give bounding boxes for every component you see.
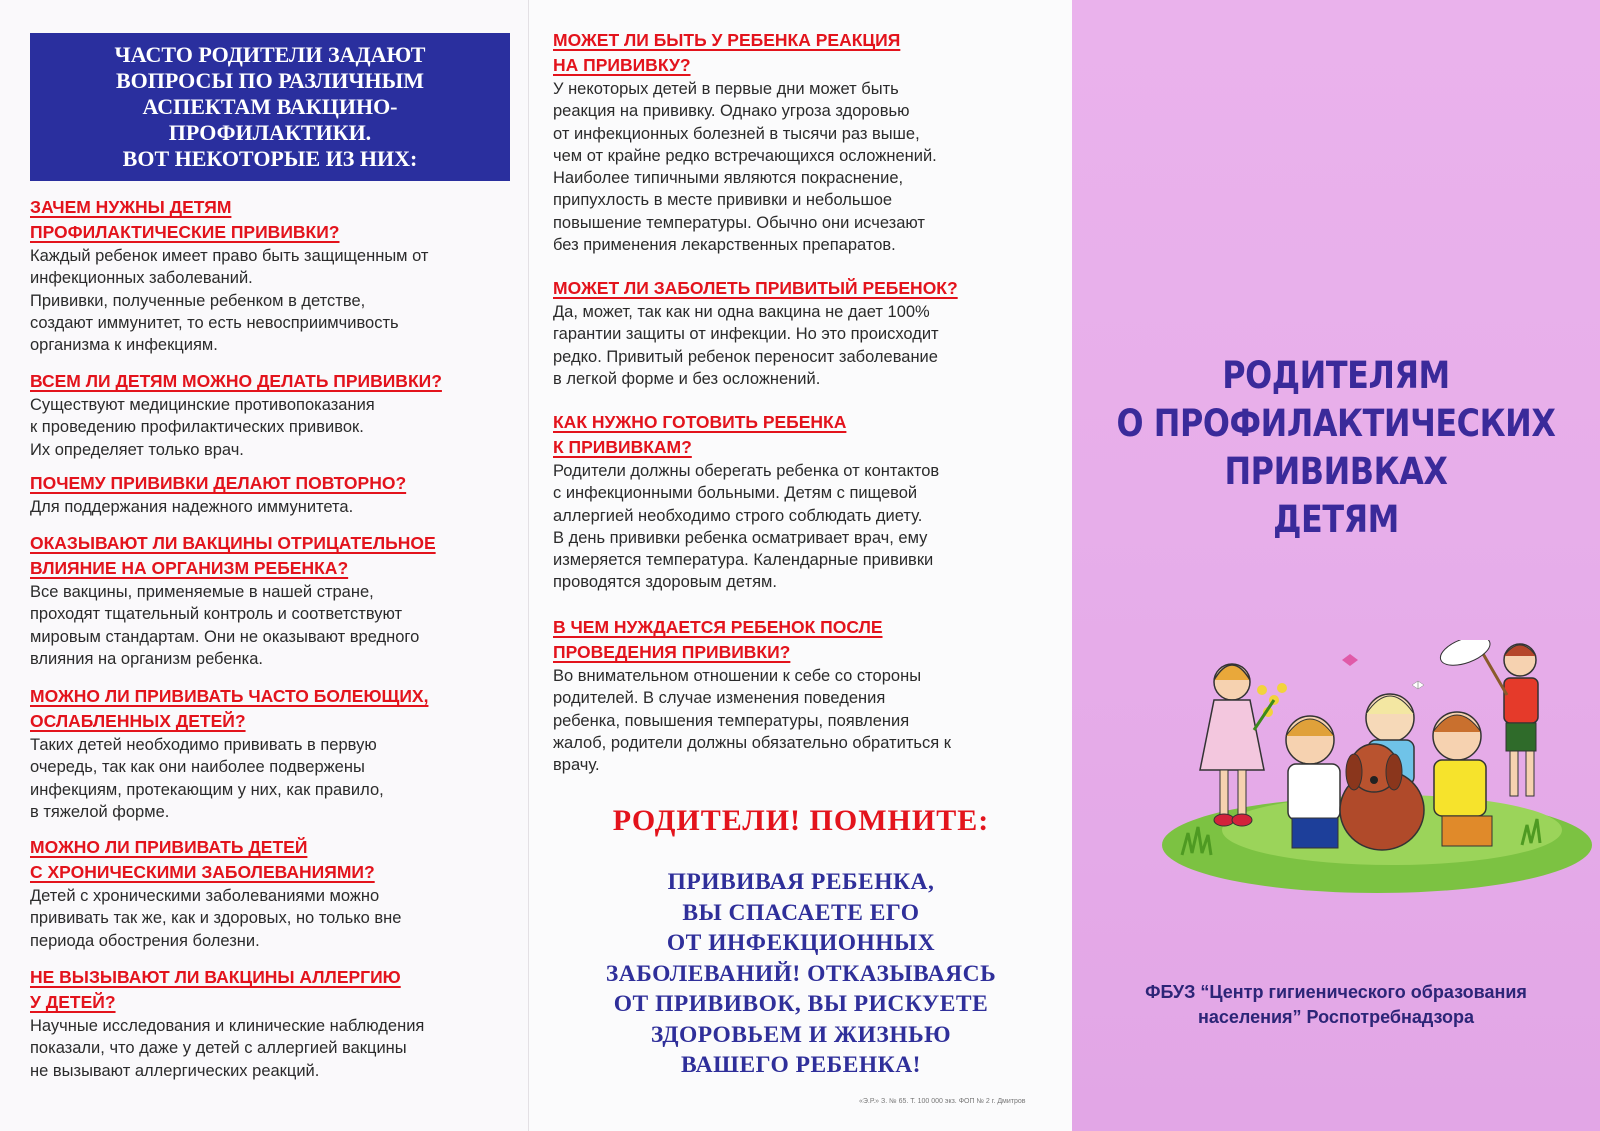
answer: Каждый ребенок имеет право быть защищенным от инфекционных заболеваний. Прививки, полученные ребенком в детстве, создают иммунитет, то есть невосприимчивость организма к инфекциям. — [30, 247, 429, 355]
answer: Детей с хроническими заболеваниями можно прививать так же, как и здоровых, но только вне периода обострения болезни. — [30, 887, 402, 950]
qa-item — [553, 615, 1033, 776]
qa-item — [30, 835, 520, 952]
print-imprint: «Э.Р.» З. № 65. Т. 100 000 экз. ФОП № 2 г. Дмитров — [859, 1098, 1026, 1105]
remember-title: РОДИТЕЛИ! ПОМНИТЕ: — [612, 804, 990, 837]
qa-item — [30, 684, 520, 823]
qa-item — [30, 369, 520, 461]
answer: Во внимательном отношении к себе со стороны родителей. В случае изменения поведения ребенка, повышения температуры, появления жалоб, родители должны обязательно обратиться к врачу. — [553, 667, 951, 775]
answer: Родители должны оберегать ребенка от контактов с инфекционными больными. Детям с пищевой аллергией необходимо строго соблюдать диету. В день прививки ребенка осматривает врач, ему измеряется температура. Календарные прививки проводятся здоровым детям. — [553, 462, 940, 592]
answer: Все вакцины, применяемые в нашей стране, проходят тщательный контроль и соответствуют мировым стандартам. Они не оказывают вредного влияния на организм ребенка. — [30, 583, 420, 668]
answer: Существуют медицинские противопоказания к проведению профилактических прививок. Их определяет только врач. — [30, 396, 375, 459]
qa-item — [553, 410, 1033, 594]
cover-panel — [1072, 0, 1600, 1131]
answer: Таких детей необходимо прививать в первую очередь, так как они наиболее подвержены инфекциям, протекающим у них, как правило, в тяжелой форме. — [30, 736, 384, 821]
qa-item — [30, 531, 520, 670]
answer: Научные исследования и клинические наблюдения показали, что даже у детей с аллергией вакцины не вызывают аллергических реакций. — [30, 1017, 425, 1080]
question: НЕ ВЫЗЫВАЮТ ЛИ ВАКЦИНЫ АЛЛЕРГИЮ У ДЕТЕЙ? — [30, 967, 401, 1012]
children-with-dog-illustration-icon — [1142, 640, 1600, 900]
intro-box: ЧАСТО РОДИТЕЛИ ЗАДАЮТ ВОПРОСЫ ПО РАЗЛИЧНЫМ АСПЕКТАМ ВАКЦИНО- ПРОФИЛАКТИКИ. ВОТ НЕКОТОРЫЕ ИЗ НИХ: — [30, 33, 510, 181]
qa-item — [30, 471, 520, 518]
question: ОКАЗЫВАЮТ ЛИ ВАКЦИНЫ ОТРИЦАТЕЛЬНОЕ ВЛИЯНИЕ НА ОРГАНИЗМ РЕБЕНКА? — [30, 533, 436, 578]
question: ЗАЧЕМ НУЖНЫ ДЕТЯМ ПРОФИЛАКТИЧЕСКИЕ ПРИВИВКИ? — [30, 197, 340, 242]
qa-item — [30, 195, 520, 356]
middle-panel — [528, 0, 1074, 1131]
qa-item — [553, 276, 1033, 390]
answer: Для поддержания надежного иммунитета. — [30, 498, 354, 516]
cover-title: РОДИТЕЛЯМ О ПРОФИЛАКТИЧЕСКИХ ПРИВИВКАХ ДЕТЯМ — [1116, 354, 1556, 541]
question: МОЖЕТ ЛИ ЗАБОЛЕТЬ ПРИВИТЫЙ РЕБЕНОК? — [553, 278, 958, 298]
question: В ЧЕМ НУЖДАЕТСЯ РЕБЕНОК ПОСЛЕ ПРОВЕДЕНИЯ ПРИВИВКИ? — [553, 617, 883, 662]
question: МОЖНО ЛИ ПРИВИВАТЬ ДЕТЕЙ С ХРОНИЧЕСКИМИ ЗАБОЛЕВАНИЯМИ? — [30, 837, 375, 882]
question: МОЖНО ЛИ ПРИВИВАТЬ ЧАСТО БОЛЕЮЩИХ, ОСЛАБЛЕННЫХ ДЕТЕЙ? — [30, 686, 429, 731]
question: КАК НУЖНО ГОТОВИТЬ РЕБЕНКА К ПРИВИВКАМ? — [553, 412, 847, 457]
left-panel — [0, 0, 528, 1131]
remember-text: ПРИВИВАЯ РЕБЕНКА, ВЫ СПАСАЕТЕ ЕГО ОТ ИНФЕКЦИОННЫХ ЗАБОЛЕВАНИЙ! ОТКАЗЫВАЯСЬ ОТ ПРИВИВОК, ВЫ РИСКУЕТЕ ЗДОРОВЬЕМ И ЖИЗНЬЮ ВАШЕГО РЕБЕНКА! — [605, 869, 997, 1078]
answer: Да, может, так как ни одна вакцина не дает 100% гарантии защиты от инфекции. Но это происходит редко. Привитый ребенок переносит заболевание в легкой форме и без осложнений. — [553, 303, 939, 388]
qa-item — [30, 965, 520, 1082]
qa-item — [553, 28, 1033, 256]
organization-name: ФБУЗ “Центр гигиенического образования населения” Роспотребнадзора — [1145, 982, 1527, 1027]
answer: У некоторых детей в первые дни может быть реакция на прививку. Однако угроза здоровью от инфекционных болезней в тысячи раз выше, чем от крайне редко встречающихся осложнений. Наиболее типичными являются покраснение, припухлость в месте прививки и небольшое повышение температуры. Обычно они исчезают без применения лекарственных препаратов. — [553, 80, 937, 255]
question: МОЖЕТ ЛИ БЫТЬ У РЕБЕНКА РЕАКЦИЯ НА ПРИВИВКУ? — [553, 30, 901, 75]
question: ПОЧЕМУ ПРИВИВКИ ДЕЛАЮТ ПОВТОРНО? — [30, 473, 407, 493]
question: ВСЕМ ЛИ ДЕТЯМ МОЖНО ДЕЛАТЬ ПРИВИВКИ? — [30, 371, 442, 391]
